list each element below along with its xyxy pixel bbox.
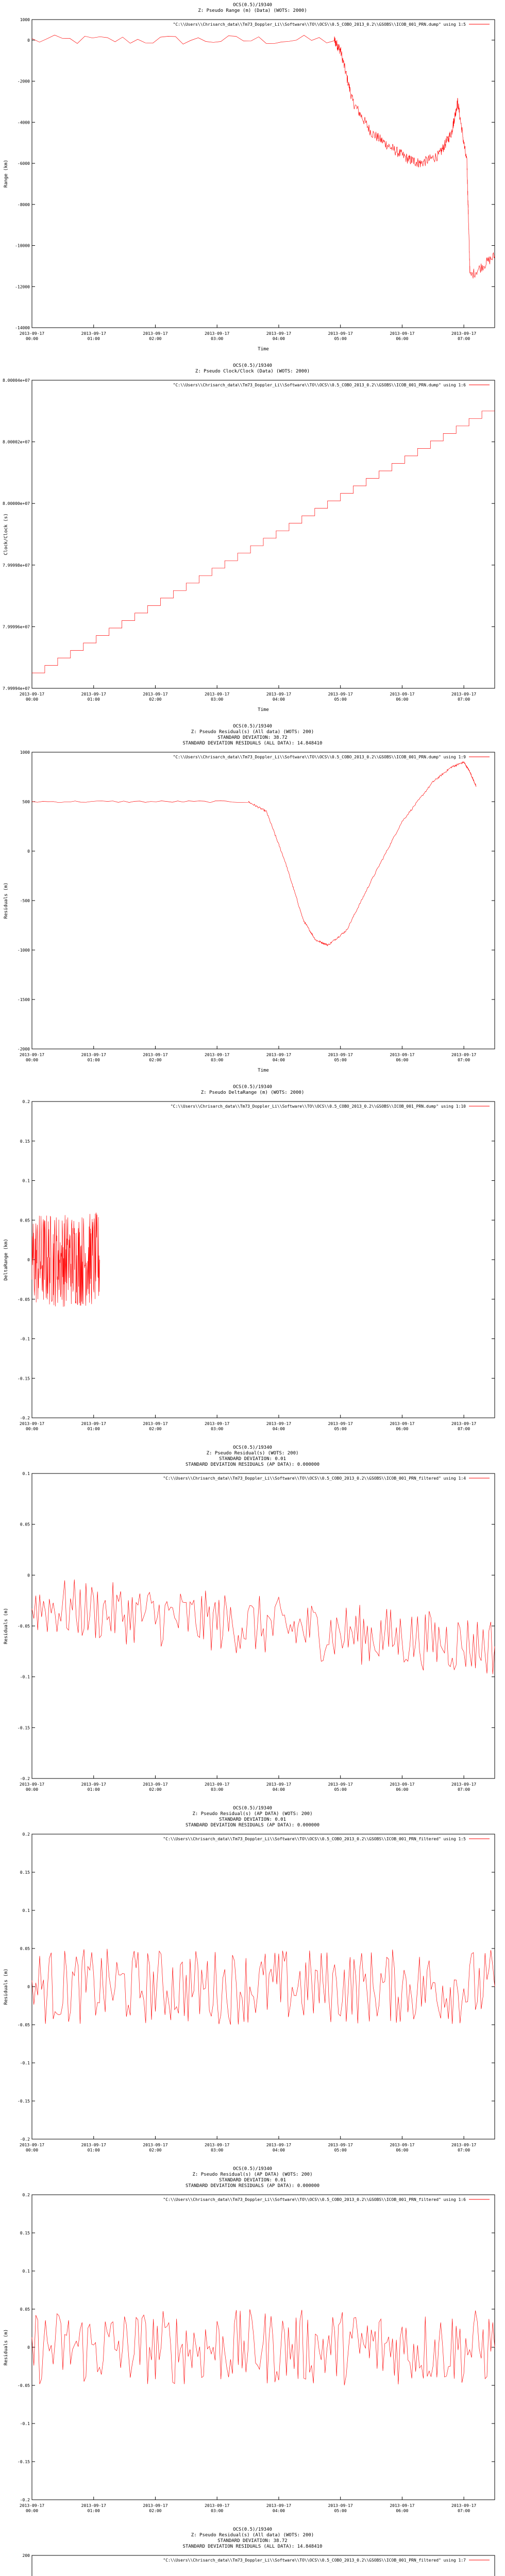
chart-svg — [0, 721, 505, 1082]
x-tick-label: 2013-09-17 — [451, 1053, 477, 1057]
x-tick-label: 00:00 — [25, 697, 39, 702]
y-tick-label: -2000 — [17, 79, 30, 84]
y-tick-label: 0.2 — [22, 1832, 30, 1837]
chart-header-line: Z: Pseudo Range (m) (Data) (WOTS: 2000) — [198, 8, 307, 13]
x-tick-label: 2013-09-17 — [266, 1421, 292, 1426]
x-tick-label: 07:00 — [458, 1058, 470, 1062]
chart-header-line: STANDARD DEVIATION RESIDUALS (AP DATA): 0.000000 — [185, 2183, 320, 2189]
chart-header-line: Z: Pseudo DeltaRange (m) (WOTS: 2000) — [200, 1090, 305, 1095]
plot-frame — [32, 20, 495, 328]
x-tick-label: 2013-09-17 — [451, 1782, 477, 1787]
x-tick-label: 2013-09-17 — [19, 2503, 45, 2508]
x-tick-label: 2013-09-17 — [205, 2143, 230, 2147]
chart-header-line: STANDARD DEVIATION RESIDUALS (ALL DATA): 14.848410 — [182, 2544, 323, 2549]
x-tick-label: 2013-09-17 — [19, 331, 45, 336]
plot-frame — [32, 752, 495, 1049]
x-tick-label: 04:00 — [272, 2509, 285, 2513]
x-tick-label: 2013-09-17 — [266, 1782, 292, 1787]
x-tick-label: 05:00 — [334, 1058, 347, 1062]
x-tick-label: 2013-09-17 — [451, 2143, 477, 2147]
x-tick-label: 01:00 — [87, 336, 100, 341]
chart-panel — [0, 2164, 505, 2524]
y-tick-label: 0.2 — [22, 2193, 30, 2197]
y-tick-label: 0.15 — [20, 1139, 30, 1144]
chart-header-line: OCS(0.5)/19340 — [233, 2166, 272, 2172]
chart-header-line: Z: Pseudo Clock/Clock (Data) (WOTS: 2000) — [195, 369, 310, 374]
x-tick-label: 05:00 — [334, 2148, 347, 2153]
x-tick-label: 2013-09-17 — [81, 692, 106, 697]
x-tick-label: 07:00 — [458, 336, 470, 341]
x-tick-label: 2013-09-17 — [451, 1421, 477, 1426]
chart-header-line: Z: Pseudo Residual(s) (All data) (WOTS: 200) — [191, 2533, 314, 2538]
legend-label: "C:\\Users\\Chrisarch_data\\Tm73_Doppler_Li\\Software\\TO\\OCS\\0.5_COBO_2013_0.2\\GSOBS\\ICOB_001_PRN_filtered" using 1:5 — [163, 1837, 466, 1841]
y-axis-label: Residuals (m) — [4, 1607, 9, 1645]
y-tick-label: -0.2 — [20, 1416, 30, 1420]
y-tick-label: -0.05 — [17, 2383, 30, 2388]
x-tick-label: 2013-09-17 — [19, 2143, 45, 2147]
x-tick-label: 03:00 — [211, 1058, 224, 1062]
x-tick-label: 2013-09-17 — [390, 692, 415, 697]
y-axis-label: Residuals (m) — [4, 2329, 9, 2366]
y-tick-label: 0 — [27, 849, 30, 854]
chart-header-line: STANDARD DEVIATION: 0.01 — [218, 1817, 287, 1822]
x-tick-label: 2013-09-17 — [19, 692, 45, 697]
x-tick-label: 01:00 — [87, 1427, 100, 1431]
x-tick-label: 02:00 — [149, 2509, 162, 2513]
x-tick-label: 00:00 — [25, 2148, 39, 2153]
x-tick-label: 04:00 — [272, 1058, 285, 1062]
chart-header-line: OCS(0.5)/19340 — [233, 2527, 272, 2532]
y-tick-label: 0.1 — [22, 1178, 30, 1183]
chart-header-line: STANDARD DEVIATION RESIDUALS (ALL DATA): 14.848410 — [182, 741, 323, 746]
x-tick-label: 04:00 — [272, 336, 285, 341]
y-axis-label: DeltaRange (km) — [4, 1239, 9, 1281]
y-tick-label: 0 — [27, 1573, 30, 1578]
x-tick-label: 05:00 — [334, 697, 347, 702]
y-tick-label: 0.1 — [22, 1908, 30, 1913]
y-tick-label: -500 — [20, 899, 30, 903]
x-tick-label: 06:00 — [396, 2509, 409, 2513]
plot-frame — [32, 1101, 495, 1418]
x-tick-label: 03:00 — [211, 1787, 224, 1792]
x-tick-label: 2013-09-17 — [143, 331, 168, 336]
y-tick-label: -0.15 — [17, 2460, 30, 2464]
chart-panel — [0, 1443, 505, 1803]
chart-header-line: Z: Pseudo Residual(s) (AP DATA) (WOTS: 200) — [192, 1811, 313, 1817]
chart-panel — [0, 0, 505, 361]
y-tick-label: 8.00002e+07 — [3, 439, 30, 445]
plot-frame — [32, 2195, 495, 2500]
x-tick-label: 01:00 — [87, 1787, 100, 1792]
y-tick-label: 7.99998e+07 — [3, 563, 30, 568]
y-tick-label: -0.1 — [20, 1674, 30, 1680]
chart-svg — [0, 2524, 505, 2576]
x-tick-label: 00:00 — [25, 336, 39, 341]
legend-label: "C:\\Users\\Chrisarch_data\\Tm73_Doppler_Li\\Software\\TO\\OCS\\0.5_COBO_2013_0.2\\GSOBS\\ICOB_001_PRN.dump" using 1:9 — [173, 755, 466, 759]
chart-header-line: Z: Pseudo Residual(s) (WOTS: 200) — [206, 1451, 299, 1456]
x-tick-label: 2013-09-17 — [81, 1053, 106, 1057]
y-tick-label: -14000 — [15, 326, 30, 330]
x-tick-label: 01:00 — [87, 2148, 100, 2153]
x-tick-label: 2013-09-17 — [143, 2143, 168, 2147]
y-tick-label: 200 — [22, 2553, 30, 2558]
x-tick-label: 04:00 — [272, 1427, 285, 1431]
x-tick-label: 02:00 — [149, 1058, 162, 1062]
x-tick-label: 2013-09-17 — [328, 692, 353, 697]
chart-panel — [0, 361, 505, 721]
x-tick-label: 04:00 — [272, 697, 285, 702]
y-tick-label: -12000 — [15, 284, 30, 290]
chart-header-line: OCS(0.5)/19340 — [233, 1084, 272, 1090]
y-tick-label: -1500 — [17, 997, 30, 1002]
plot-frame — [32, 380, 495, 688]
y-tick-label: 500 — [22, 800, 30, 804]
x-tick-label: 01:00 — [87, 697, 100, 702]
chart-svg — [0, 1803, 505, 2164]
x-tick-label: 05:00 — [334, 1427, 347, 1431]
y-tick-label: 7.99996e+07 — [3, 624, 30, 630]
y-tick-label: -4000 — [17, 120, 30, 125]
x-tick-label: 06:00 — [396, 1427, 409, 1431]
x-tick-label: 2013-09-17 — [390, 1053, 415, 1057]
y-tick-label: -0.15 — [17, 1725, 30, 1731]
y-tick-label: 0 — [27, 38, 30, 43]
x-tick-label: 02:00 — [149, 1427, 162, 1431]
x-tick-label: 2013-09-17 — [390, 331, 415, 336]
x-tick-label: 03:00 — [211, 1427, 224, 1431]
x-tick-label: 06:00 — [396, 2148, 409, 2153]
y-tick-label: 0.15 — [20, 1870, 30, 1875]
x-tick-label: 2013-09-17 — [328, 2503, 353, 2508]
y-tick-label: -0.1 — [20, 2421, 30, 2426]
x-tick-label: 07:00 — [458, 2509, 470, 2513]
chart-svg — [0, 1082, 505, 1443]
y-tick-label: 0.05 — [20, 1522, 30, 1527]
x-tick-label: 2013-09-17 — [390, 2143, 415, 2147]
x-tick-label: 02:00 — [149, 1787, 162, 1792]
x-tick-label: 2013-09-17 — [328, 1782, 353, 1787]
x-tick-label: 2013-09-17 — [266, 2503, 292, 2508]
y-tick-label: 0.05 — [20, 2307, 30, 2312]
y-tick-label: 0.2 — [22, 1099, 30, 1104]
x-axis-label: Time — [258, 1068, 269, 1073]
x-tick-label: 00:00 — [25, 1058, 39, 1062]
y-tick-label: -2000 — [17, 1047, 30, 1052]
x-tick-label: 2013-09-17 — [143, 1782, 168, 1787]
y-tick-label: 8.00000e+07 — [3, 501, 30, 506]
chart-header-line: STANDARD DEVIATION: 38.72 — [217, 735, 288, 740]
x-tick-label: 2013-09-17 — [143, 1421, 168, 1426]
legend-label: "C:\\Users\\Chrisarch_data\\Tm73_Doppler_Li\\Software\\TO\\OCS\\0.5_COBO_2013_0.2\\GSOBS\\ICOB_001_PRN.dump" using 1:6 — [173, 383, 466, 387]
x-tick-label: 2013-09-17 — [266, 692, 292, 697]
x-tick-label: 2013-09-17 — [81, 331, 106, 336]
chart-panel — [0, 1082, 505, 1443]
x-tick-label: 2013-09-17 — [143, 1053, 168, 1057]
x-tick-label: 04:00 — [272, 2148, 285, 2153]
x-tick-label: 03:00 — [211, 2509, 224, 2513]
x-tick-label: 2013-09-17 — [390, 1782, 415, 1787]
chart-header-line: OCS(0.5)/19340 — [233, 363, 272, 368]
x-tick-label: 2013-09-17 — [81, 2143, 106, 2147]
x-tick-label: 2013-09-17 — [205, 1421, 230, 1426]
y-tick-label: -6000 — [17, 161, 30, 166]
y-tick-label: 0 — [27, 2345, 30, 2350]
y-tick-label: 7.99994e+07 — [3, 686, 30, 691]
x-tick-label: 00:00 — [25, 1787, 39, 1792]
x-tick-label: 03:00 — [211, 336, 224, 341]
y-tick-label: 1000 — [20, 750, 30, 755]
x-tick-label: 03:00 — [211, 697, 224, 702]
y-tick-label: 0.05 — [20, 1946, 30, 1951]
x-tick-label: 01:00 — [87, 1058, 100, 1062]
y-tick-label: -0.2 — [20, 2498, 30, 2502]
y-tick-label: 0.1 — [22, 1471, 30, 1476]
x-tick-label: 2013-09-17 — [143, 2503, 168, 2508]
chart-header-line: STANDARD DEVIATION: 38.72 — [217, 2538, 288, 2544]
x-tick-label: 04:00 — [272, 1787, 285, 1792]
x-axis-label: Time — [258, 707, 269, 713]
x-tick-label: 2013-09-17 — [266, 331, 292, 336]
x-tick-label: 05:00 — [334, 1787, 347, 1792]
x-tick-label: 2013-09-17 — [328, 1053, 353, 1057]
y-axis-label: Range (km) — [4, 159, 9, 188]
y-tick-label: -0.05 — [17, 2023, 30, 2027]
chart-svg — [0, 2164, 505, 2524]
chart-header-line: OCS(0.5)/19340 — [233, 1806, 272, 1811]
x-tick-label: 2013-09-17 — [390, 1421, 415, 1426]
chart-panel — [0, 1803, 505, 2164]
x-tick-label: 06:00 — [396, 336, 409, 341]
x-tick-label: 2013-09-17 — [205, 2503, 230, 2508]
y-tick-label: 0.05 — [20, 1218, 30, 1223]
y-axis-label: Clock/Clock (s) — [4, 513, 9, 555]
x-tick-label: 07:00 — [458, 1787, 470, 1792]
x-tick-label: 02:00 — [149, 336, 162, 341]
x-tick-label: 2013-09-17 — [451, 331, 477, 336]
legend-label: "C:\\Users\\Chrisarch_data\\Tm73_Doppler_Li\\Software\\TO\\OCS\\0.5_COBO_2013_0.2\\GSOBS\\ICOB_001_PRN_filtered" using 1:6 — [163, 2197, 466, 2202]
y-tick-label: -8000 — [17, 202, 30, 207]
x-tick-label: 00:00 — [25, 2509, 39, 2513]
y-tick-label: 0 — [27, 1258, 30, 1262]
y-tick-label: -1000 — [17, 948, 30, 953]
y-axis-label: Residuals (m) — [4, 882, 9, 919]
plot-frame — [32, 1473, 495, 1778]
y-tick-label: 0.15 — [20, 2231, 30, 2235]
y-tick-label: -0.15 — [17, 1376, 30, 1381]
chart-svg — [0, 1443, 505, 1803]
x-axis-label: Time — [258, 347, 269, 352]
x-tick-label: 07:00 — [458, 2148, 470, 2153]
x-tick-label: 02:00 — [149, 697, 162, 702]
chart-header-line: STANDARD DEVIATION: 0.01 — [218, 1456, 287, 1462]
x-tick-label: 07:00 — [458, 1427, 470, 1431]
x-tick-label: 2013-09-17 — [328, 1421, 353, 1426]
y-axis-label: Residuals (m) — [4, 1968, 9, 2005]
legend-label: "C:\\Users\\Chrisarch_data\\Tm73_Doppler_Li\\Software\\TO\\OCS\\0.5_COBO_2013_0.2\\GSOBS\\ICOB_001_PRN.dump" using 1:5 — [173, 22, 466, 27]
y-tick-label: -0.1 — [20, 2061, 30, 2065]
y-tick-label: -0.2 — [20, 2137, 30, 2142]
legend-label: "C:\\Users\\Chrisarch_data\\Tm73_Doppler_Li\\Software\\TO\\OCS\\0.5_COBO_2013_0.2\\GSOBS\\ICOB_001_PRN.dump" using 1:10 — [170, 1104, 466, 1109]
x-tick-label: 2013-09-17 — [451, 2503, 477, 2508]
x-tick-label: 2013-09-17 — [390, 2503, 415, 2508]
legend-label: "C:\\Users\\Chrisarch_data\\Tm73_Doppler_Li\\Software\\TO\\OCS\\0.5_COBO_2013_0.2\\GSOBS\\ICOB_001_PRN_filtered" using 1:7 — [163, 2558, 466, 2563]
x-tick-label: 01:00 — [87, 2509, 100, 2513]
x-tick-label: 2013-09-17 — [451, 692, 477, 697]
y-tick-label: -10000 — [15, 243, 30, 248]
chart-header-line: STANDARD DEVIATION RESIDUALS (AP DATA): 0.000000 — [185, 1462, 320, 1467]
x-tick-label: 06:00 — [396, 1787, 409, 1792]
x-tick-label: 2013-09-17 — [19, 1421, 45, 1426]
x-tick-label: 2013-09-17 — [81, 1782, 106, 1787]
x-tick-label: 06:00 — [396, 697, 409, 702]
x-tick-label: 2013-09-17 — [205, 1053, 230, 1057]
x-tick-label: 2013-09-17 — [328, 331, 353, 336]
chart-header-line: OCS(0.5)/19340 — [233, 3, 272, 8]
x-tick-label: 2013-09-17 — [205, 692, 230, 697]
x-tick-label: 06:00 — [396, 1058, 409, 1062]
plot-frame — [32, 1834, 495, 2139]
x-tick-label: 2013-09-17 — [205, 331, 230, 336]
x-tick-label: 07:00 — [458, 697, 470, 702]
chart-header-line: OCS(0.5)/19340 — [233, 1445, 272, 1450]
x-tick-label: 2013-09-17 — [328, 2143, 353, 2147]
x-tick-label: 2013-09-17 — [81, 1421, 106, 1426]
chart-header-line: STANDARD DEVIATION RESIDUALS (AP DATA): 0.000000 — [185, 1823, 320, 1828]
x-tick-label: 00:00 — [25, 1427, 39, 1431]
chart-panel — [0, 2524, 505, 2576]
y-tick-label: 8.00004e+07 — [3, 378, 30, 383]
x-tick-label: 2013-09-17 — [266, 2143, 292, 2147]
y-tick-label: 0.1 — [22, 2269, 30, 2274]
y-tick-label: 0 — [27, 1985, 30, 1989]
chart-header-line: Z: Pseudo Residual(s) (All data) (WOTS: 200) — [191, 730, 314, 735]
x-tick-label: 05:00 — [334, 2509, 347, 2513]
y-tick-label: -0.05 — [17, 1297, 30, 1302]
chart-panel — [0, 721, 505, 1082]
chart-svg — [0, 361, 505, 721]
y-tick-label: -0.05 — [17, 1624, 30, 1629]
y-tick-label: 1000 — [20, 18, 30, 22]
x-tick-label: 02:00 — [149, 2148, 162, 2153]
x-tick-label: 2013-09-17 — [19, 1782, 45, 1787]
x-tick-label: 2013-09-17 — [81, 2503, 106, 2508]
y-tick-label: -0.1 — [20, 1336, 30, 1342]
x-tick-label: 03:00 — [211, 2148, 224, 2153]
x-tick-label: 2013-09-17 — [205, 1782, 230, 1787]
y-tick-label: -0.2 — [20, 1776, 30, 1781]
y-tick-label: -0.15 — [17, 2099, 30, 2104]
chart-header-line: STANDARD DEVIATION: 0.01 — [218, 2178, 287, 2183]
legend-label: "C:\\Users\\Chrisarch_data\\Tm73_Doppler_Li\\Software\\TO\\OCS\\0.5_COBO_2013_0.2\\GSOBS\\ICOB_001_PRN_filtered" using 1:4 — [163, 1476, 466, 1481]
chart-header-line: OCS(0.5)/19340 — [233, 724, 272, 729]
x-tick-label: 2013-09-17 — [266, 1053, 292, 1057]
x-tick-label: 2013-09-17 — [19, 1053, 45, 1057]
chart-header-line: Z: Pseudo Residual(s) (AP DATA) (WOTS: 200) — [192, 2172, 313, 2177]
chart-svg — [0, 0, 505, 361]
x-tick-label: 05:00 — [334, 336, 347, 341]
x-tick-label: 2013-09-17 — [143, 692, 168, 697]
